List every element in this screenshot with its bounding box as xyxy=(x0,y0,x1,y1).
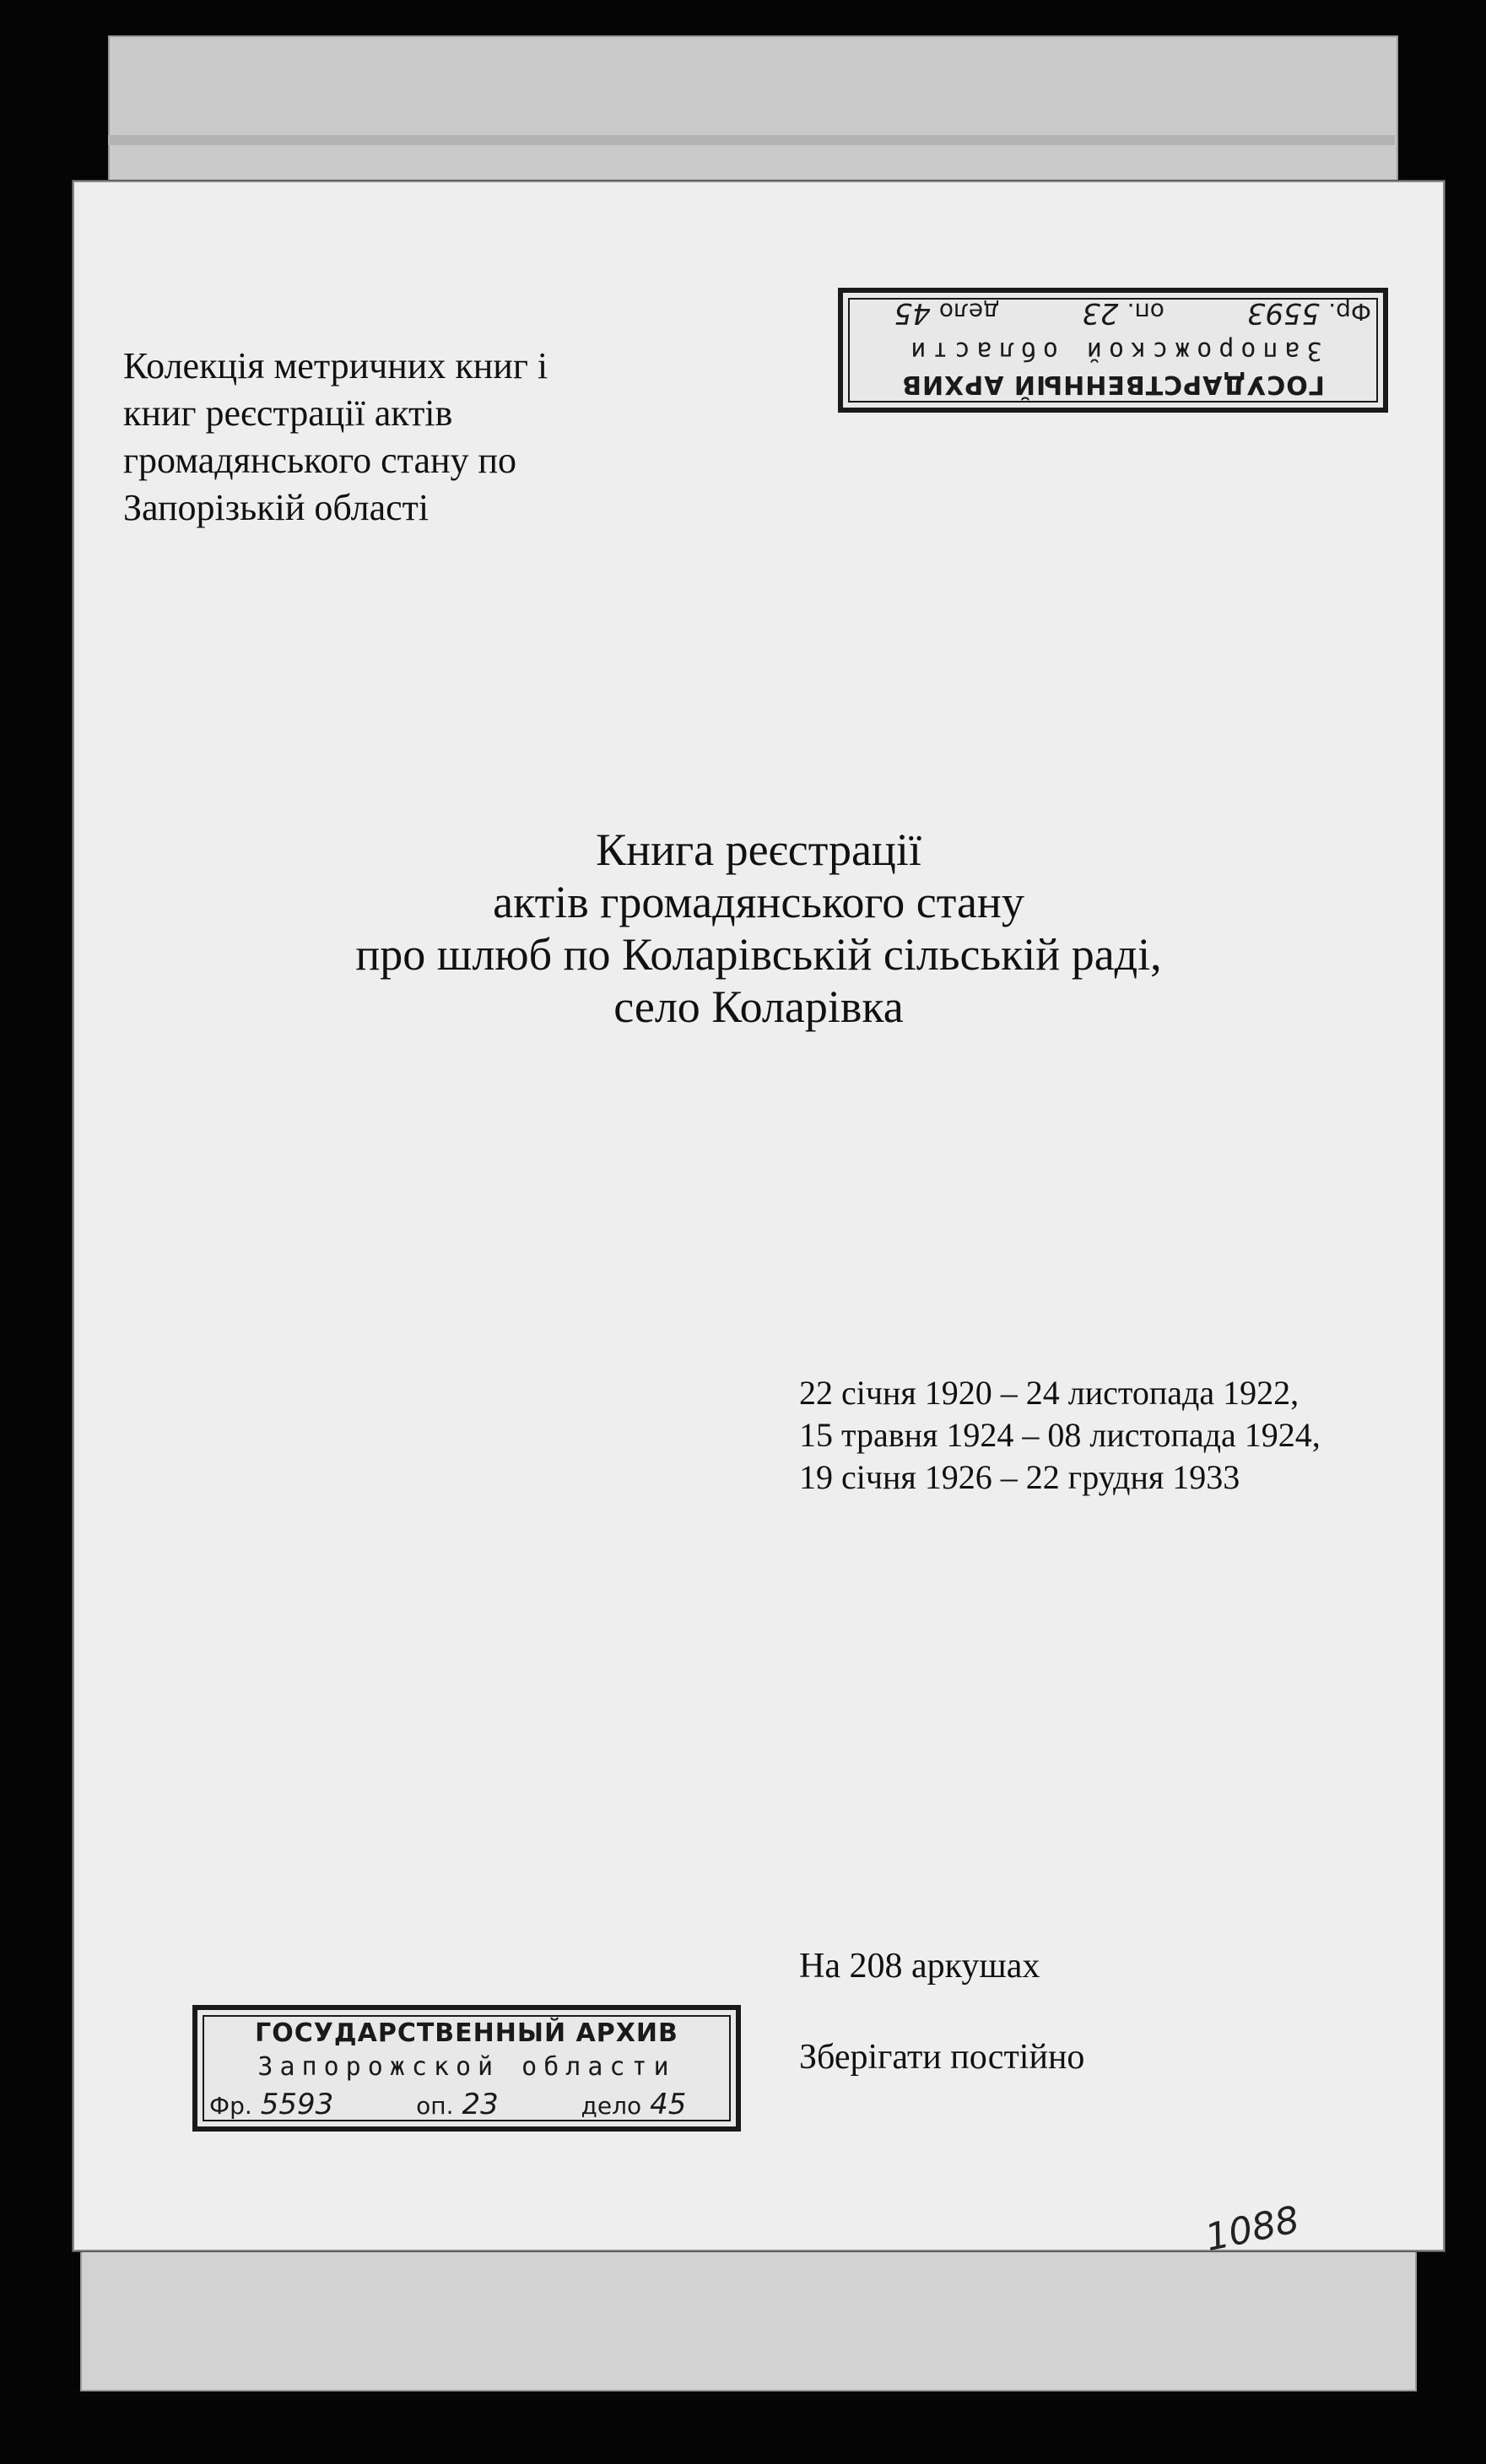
stamp-opis-label: оп. xyxy=(1127,298,1164,326)
archive-stamp xyxy=(192,2005,741,2132)
collection-heading xyxy=(123,343,714,532)
handwritten-sheet-number: 1088 xyxy=(1201,2197,1304,2261)
date-range: 19 січня 1926 – 22 грудня 1933 xyxy=(799,1458,1240,1496)
stamp-opis-label: оп. xyxy=(416,2092,454,2120)
title-line: про шлюб по Коларівській сільській раді, xyxy=(355,929,1162,980)
collection-line: Колекція метричних книг і xyxy=(123,345,548,386)
title-line: село Коларівка xyxy=(613,981,904,1032)
stamp-reference xyxy=(197,2088,748,2121)
archive-stamp-top-inverted xyxy=(838,288,1388,413)
stamp-opis-value: 23 xyxy=(462,2088,499,2121)
stamp-title: ГОСУДАРСТВЕННЫЙ АРХИВ xyxy=(901,370,1325,399)
title-line: Книга реєстрації xyxy=(596,824,921,875)
stamp-reference xyxy=(831,296,1383,330)
stamp-delo-value: 45 xyxy=(894,296,931,330)
date-range: 22 січня 1920 – 24 листопада 1922, xyxy=(799,1374,1300,1412)
stamp-fond-label: Фр. xyxy=(1328,298,1371,326)
back-sheet-fold xyxy=(108,135,1395,145)
collection-line: книг реєстрації актів xyxy=(123,392,453,434)
collection-line: громадянського стану по xyxy=(123,440,517,481)
stamp-delo-label: дело xyxy=(581,2092,642,2120)
stamp-title: ГОСУДАРСТВЕННЫЙ АРХИВ xyxy=(255,2018,678,2048)
document-cover-sheet xyxy=(73,181,1445,2261)
sheets-count: На 208 аркушах xyxy=(799,1947,1040,1986)
document-title xyxy=(74,824,1443,1033)
date-range: 15 травня 1924 – 08 листопада 1924, xyxy=(799,1416,1321,1454)
title-line: актів громадянського стану xyxy=(493,877,1024,927)
stamp-fond-value: 5593 xyxy=(260,2088,334,2121)
storage-note: Зберігати постійно xyxy=(799,2038,1085,2077)
stamp-opis-value: 23 xyxy=(1082,296,1119,330)
date-ranges xyxy=(799,1372,1424,1499)
back-sheet-top xyxy=(108,35,1398,195)
stamp-region: Запорожской области xyxy=(904,336,1322,365)
collection-line: Запорізькій області xyxy=(123,487,430,528)
stamp-region: Запорожской области xyxy=(257,2052,676,2082)
stamp-fond-label: Фр. xyxy=(209,2092,252,2120)
stamp-fond-value: 5593 xyxy=(1246,296,1321,330)
stamp-delo-label: дело xyxy=(938,298,1000,326)
stamp-delo-value: 45 xyxy=(650,2088,687,2121)
